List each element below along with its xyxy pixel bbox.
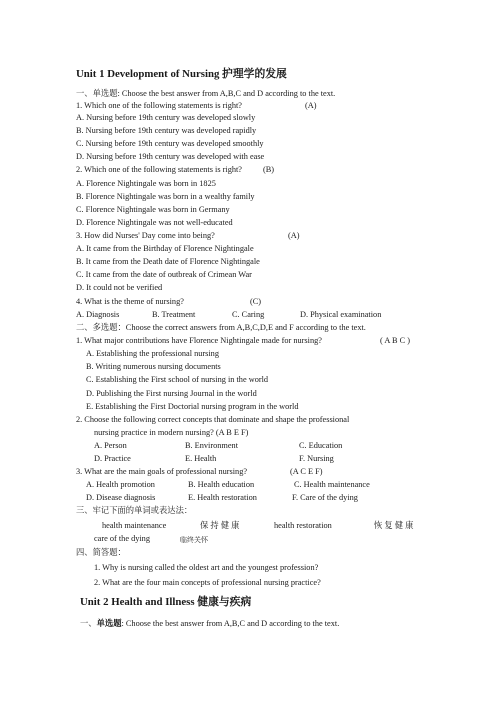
vocab-term: health restoration bbox=[274, 521, 332, 530]
answer-3: (A) bbox=[288, 231, 300, 240]
option: A. Nursing before 19th century was developed slowly bbox=[76, 113, 256, 122]
option: D. Practice bbox=[94, 454, 131, 463]
short-question-2: 2. What are the four main concepts of professional nursing practice? bbox=[94, 578, 321, 587]
option: A. Person bbox=[94, 441, 127, 450]
option: E. Establishing the First Doctorial nursing program in the world bbox=[86, 402, 299, 411]
question-3: 3. How did Nurses' Day come into being? bbox=[76, 231, 215, 240]
multi-question-2-cont: nursing practice in modern nursing? (A B E F) bbox=[94, 428, 249, 437]
option: D. Physical examination bbox=[300, 310, 382, 319]
section-vocabulary: 三、牢记下面的单词或表达法： bbox=[76, 506, 193, 515]
option: B. It came from the Death date of Florence Nightingale bbox=[76, 257, 260, 266]
vocab-translation: 临终关怀 bbox=[180, 536, 208, 544]
option: D. Publishing the First nursing Journal in the world bbox=[86, 389, 257, 398]
option: C. Establishing the First school of nursing in the world bbox=[86, 375, 269, 384]
vocab-translation: 保 持 健 康 bbox=[200, 521, 240, 530]
option: A. It came from the Birthday of Florence Nightingale bbox=[76, 244, 254, 253]
option: F. Care of the dying bbox=[292, 493, 358, 502]
multi-question-2: 2. Choose the following correct concepts that dominate and shape the professional bbox=[76, 415, 350, 424]
unit2-title: Unit 2 Health and Illness 健康与疾病 bbox=[80, 596, 252, 608]
answer-1: (A) bbox=[305, 101, 317, 110]
option: B. Treatment bbox=[152, 310, 196, 319]
option: C. Education bbox=[299, 441, 343, 450]
option: A. Diagnosis bbox=[76, 310, 120, 319]
option: C. Caring bbox=[232, 310, 265, 319]
option: B. Writing numerous nursing documents bbox=[86, 362, 221, 371]
option: A. Health promotion bbox=[86, 480, 155, 489]
answer-4: (C) bbox=[250, 297, 262, 306]
answer-2: (B) bbox=[263, 165, 275, 174]
option: D. Florence Nightingale was not well-educated bbox=[76, 218, 233, 227]
option: A. Establishing the professional nursing bbox=[86, 349, 219, 358]
option: C. Health maintenance bbox=[294, 480, 370, 489]
question-4: 4. What is the theme of nursing? bbox=[76, 297, 184, 306]
option: C. It came from the date of outbreak of Crimean War bbox=[76, 270, 252, 279]
section-single-choice: 一、单选题: Choose the best answer from A,B,C and D according to the text. bbox=[76, 89, 336, 98]
vocab-term: health maintenance bbox=[102, 521, 167, 530]
option: D. It could not be verified bbox=[76, 283, 163, 292]
option: F. Nursing bbox=[299, 454, 334, 463]
multi-question-3: 3. What are the main goals of professional nursing? bbox=[76, 467, 248, 476]
option: C. Nursing before 19th century was developed smoothly bbox=[76, 139, 264, 148]
option: D. Nursing before 19th century was developed with ease bbox=[76, 152, 265, 161]
option: B. Nursing before 19th century was developed rapidly bbox=[76, 126, 257, 135]
short-question-1: 1. Why is nursing called the oldest art and the youngest profession? bbox=[94, 563, 319, 572]
multi-answer-3: (A C E F) bbox=[290, 467, 323, 476]
unit2-section-number: 一、 bbox=[80, 619, 97, 628]
unit2-section-instruction: : Choose the best answer from A,B,C and D according to the text. bbox=[121, 619, 340, 628]
question-1: 1. Which one of the following statements is right? bbox=[76, 101, 242, 110]
unit2-section-single-choice bbox=[80, 619, 339, 629]
vocab-translation: 恢 复 健 康 bbox=[374, 521, 414, 530]
option: B. Florence Nightingale was born in a wealthy family bbox=[76, 192, 255, 201]
option: B. Environment bbox=[185, 441, 239, 450]
option: E. Health restoration bbox=[188, 493, 257, 502]
multi-answer-1: ( A B C ) bbox=[380, 336, 410, 345]
question-2: 2. Which one of the following statements is right? bbox=[76, 165, 242, 174]
vocab-term: care of the dying bbox=[94, 534, 150, 543]
option: A. Florence Nightingale was born in 1825 bbox=[76, 179, 216, 188]
multi-question-1: 1. What major contributions have Florence Nightingale made for nursing? bbox=[76, 336, 322, 345]
section-short-answer: 四、简答题： bbox=[76, 548, 126, 557]
option: E. Health bbox=[185, 454, 217, 463]
section-multiple-choice: 二、多选题：Choose the correct answers from A,B,C,D,E and F according to the text. bbox=[76, 323, 366, 332]
option: B. Health education bbox=[188, 480, 255, 489]
option: C. Florence Nightingale was born in Germany bbox=[76, 205, 230, 214]
option: D. Disease diagnosis bbox=[86, 493, 156, 502]
unit1-title: Unit 1 Development of Nursing 护理学的发展 bbox=[76, 68, 287, 80]
unit2-section-label: 单选题 bbox=[96, 619, 122, 628]
